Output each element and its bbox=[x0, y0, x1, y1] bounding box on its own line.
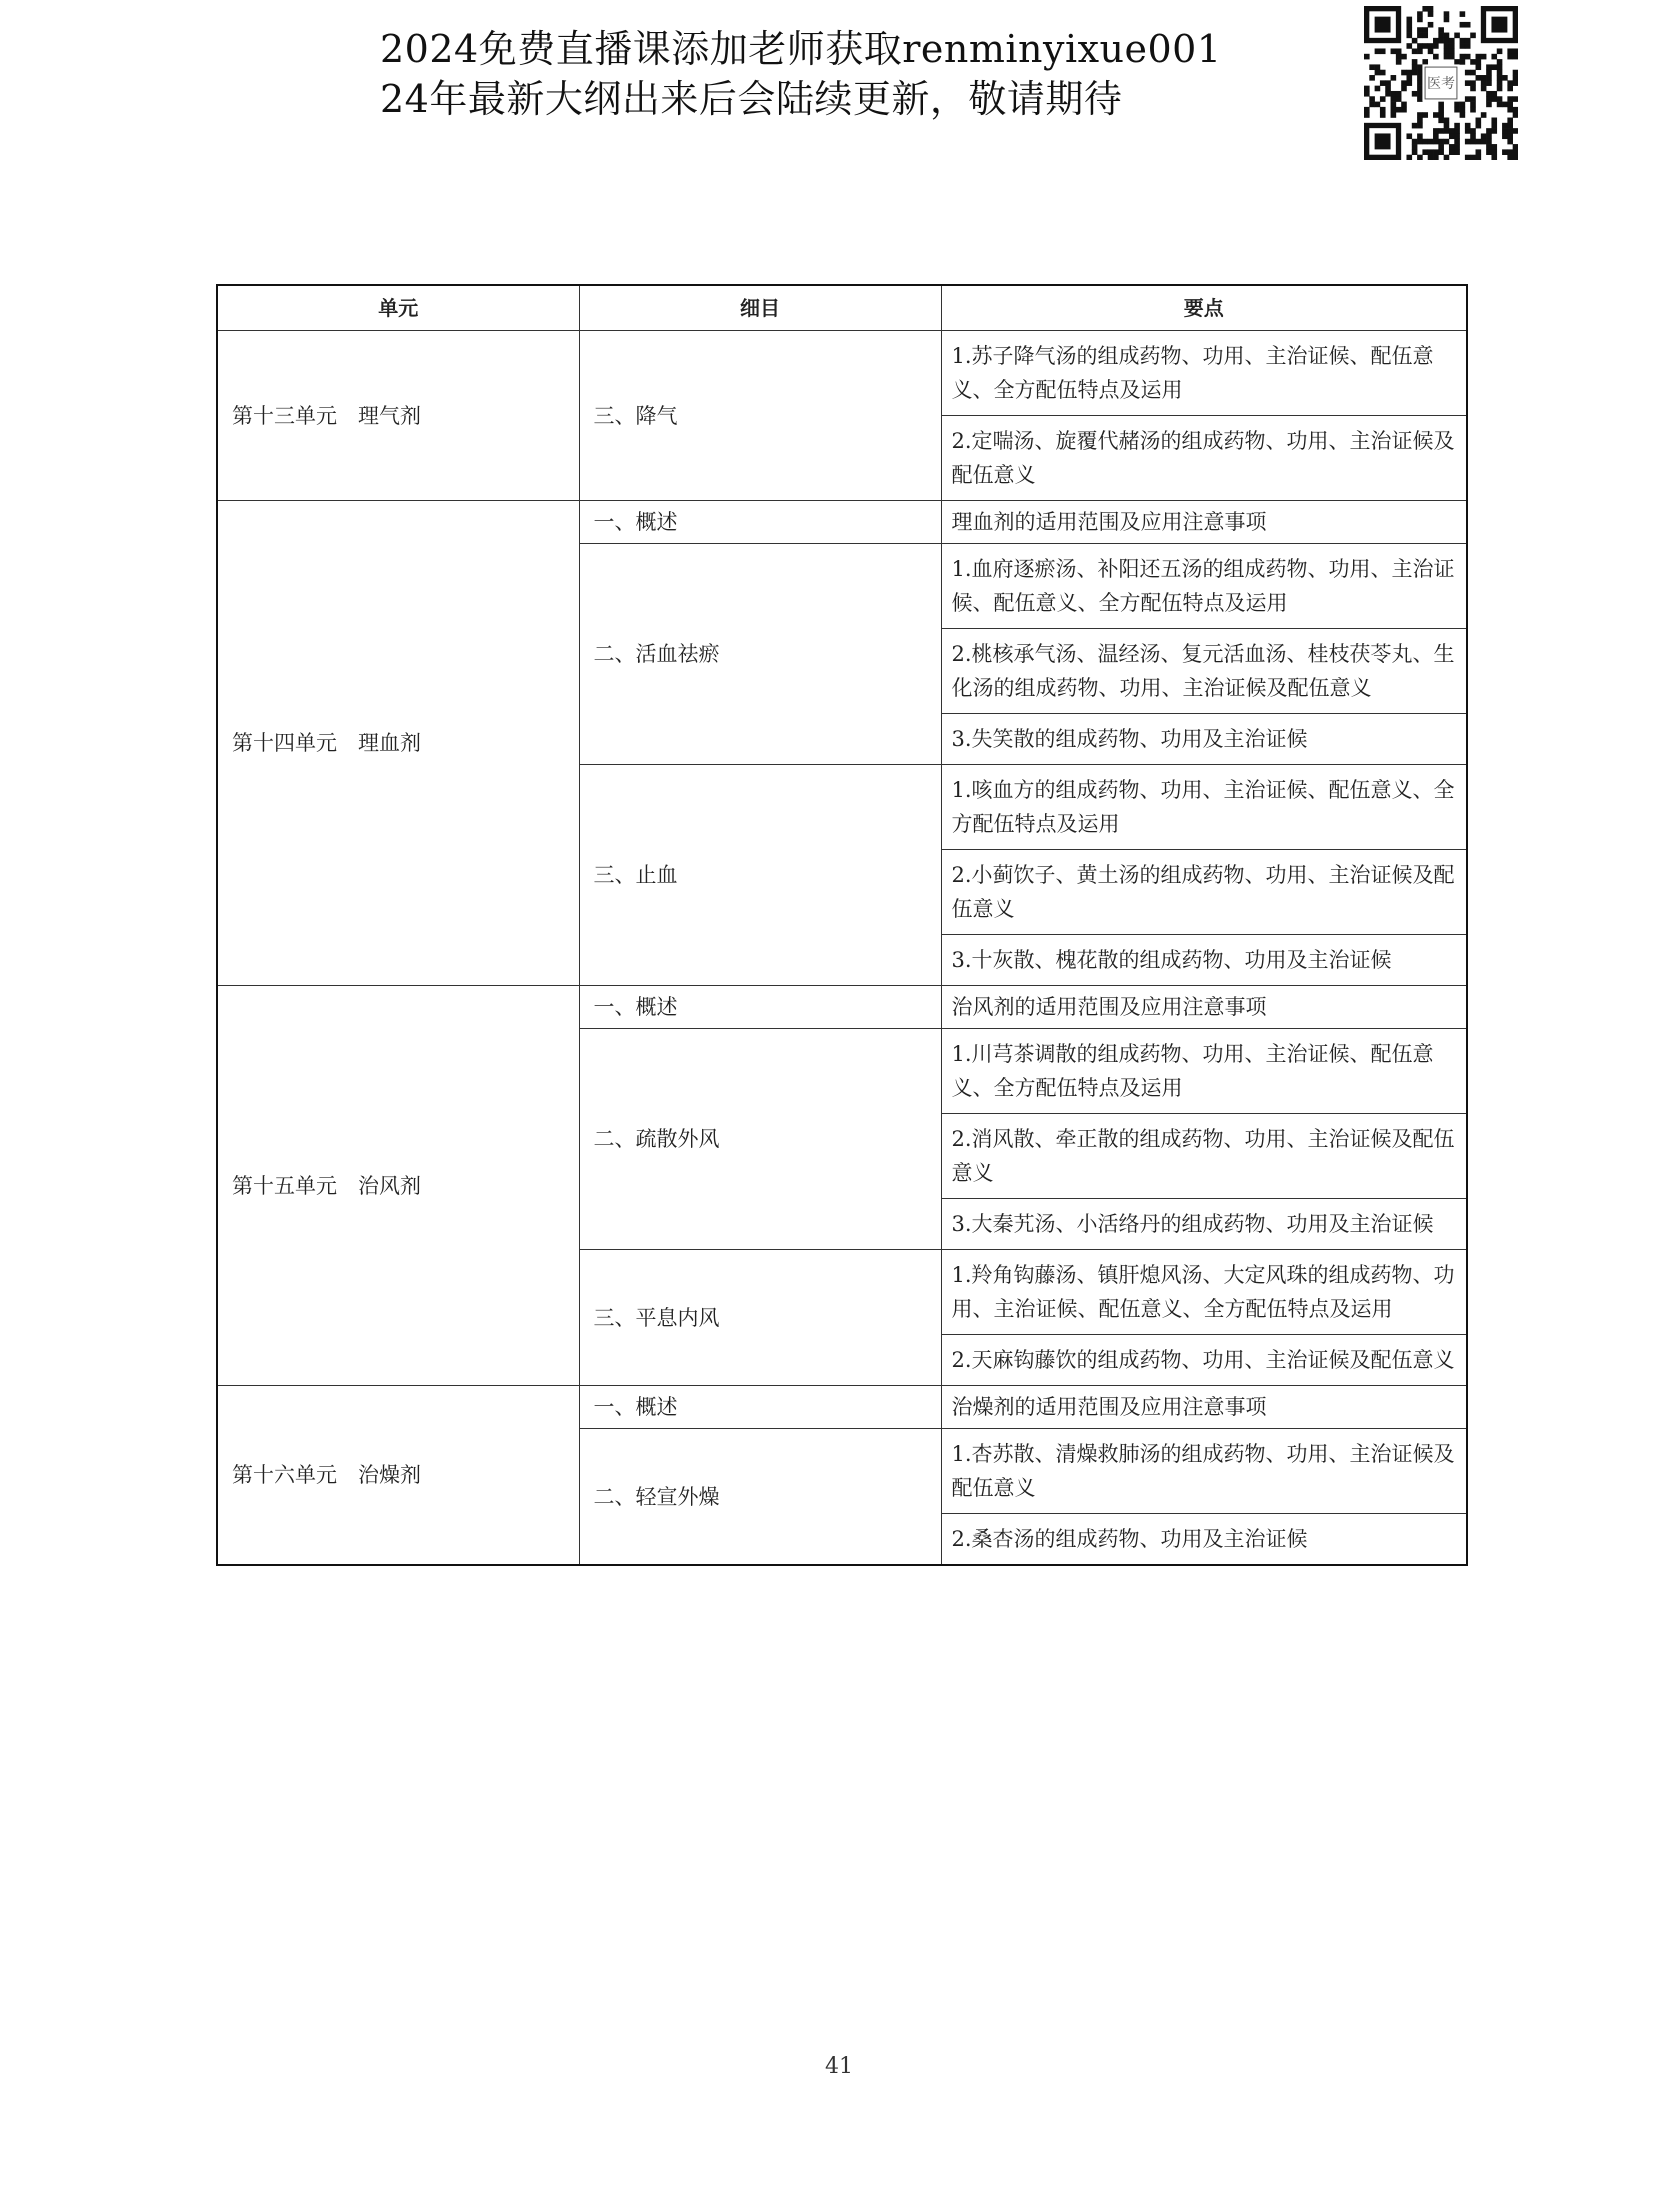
table-body bbox=[217, 331, 1467, 1566]
item-cell: 二、活血祛瘀 bbox=[579, 544, 941, 765]
point-cell: 2.小蓟饮子、黄土汤的组成药物、功用、主治证候及配伍意义 bbox=[941, 850, 1467, 935]
point-cell: 治燥剂的适用范围及应用注意事项 bbox=[941, 1386, 1467, 1429]
point-cell: 理血剂的适用范围及应用注意事项 bbox=[941, 501, 1467, 544]
item-cell: 一、概述 bbox=[579, 501, 941, 544]
unit-cell: 第十三单元 理气剂 bbox=[217, 331, 579, 501]
point-cell: 3.大秦艽汤、小活络丹的组成药物、功用及主治证候 bbox=[941, 1199, 1467, 1250]
header-item: 细目 bbox=[579, 285, 941, 331]
point-cell: 2.天麻钩藤饮的组成药物、功用、主治证候及配伍意义 bbox=[941, 1335, 1467, 1386]
point-cell: 治风剂的适用范围及应用注意事项 bbox=[941, 986, 1467, 1029]
qr-code-pattern bbox=[1364, 6, 1518, 160]
promo-banner bbox=[380, 24, 1222, 124]
promo-line-2: 24年最新大纲出来后会陆续更新，敬请期待 bbox=[380, 77, 1123, 121]
table-header-row bbox=[217, 285, 1467, 331]
point-cell: 2.桃核承气汤、温经汤、复元活血汤、桂枝茯苓丸、生化汤的组成药物、功用、主治证候及配伍意义 bbox=[941, 629, 1467, 714]
point-cell: 1.川芎茶调散的组成药物、功用、主治证候、配伍意义、全方配伍特点及运用 bbox=[941, 1029, 1467, 1114]
table-row bbox=[217, 1386, 1467, 1429]
point-cell: 1.血府逐瘀汤、补阳还五汤的组成药物、功用、主治证候、配伍意义、全方配伍特点及运用 bbox=[941, 544, 1467, 629]
header-unit: 单元 bbox=[217, 285, 579, 331]
point-cell: 1.苏子降气汤的组成药物、功用、主治证候、配伍意义、全方配伍特点及运用 bbox=[941, 331, 1467, 416]
unit-cell: 第十四单元 理血剂 bbox=[217, 501, 579, 986]
item-cell: 三、平息内风 bbox=[579, 1250, 941, 1386]
page-number: 41 bbox=[825, 2054, 853, 2079]
point-cell: 1.羚角钩藤汤、镇肝熄风汤、大定风珠的组成药物、功用、主治证候、配伍意义、全方配伍特点及运用 bbox=[941, 1250, 1467, 1335]
item-cell: 三、止血 bbox=[579, 765, 941, 986]
point-cell: 1.杏苏散、清燥救肺汤的组成药物、功用、主治证候及配伍意义 bbox=[941, 1429, 1467, 1514]
qr-badge-text: 医考 bbox=[1427, 75, 1455, 92]
qr-code-image bbox=[1364, 6, 1518, 160]
table-row bbox=[217, 501, 1467, 544]
item-cell: 一、概述 bbox=[579, 986, 941, 1029]
table-row bbox=[217, 986, 1467, 1029]
item-cell: 二、轻宣外燥 bbox=[579, 1429, 941, 1566]
point-cell: 3.十灰散、槐花散的组成药物、功用及主治证候 bbox=[941, 935, 1467, 986]
unit-cell: 第十六单元 治燥剂 bbox=[217, 1386, 579, 1566]
table-row bbox=[217, 331, 1467, 416]
point-cell: 2.定喘汤、旋覆代赭汤的组成药物、功用、主治证候及配伍意义 bbox=[941, 416, 1467, 501]
item-cell: 三、降气 bbox=[579, 331, 941, 501]
item-cell: 二、疏散外风 bbox=[579, 1029, 941, 1250]
promo-line-1: 2024免费直播课添加老师获取renminyixue001 bbox=[380, 27, 1222, 71]
point-cell: 1.咳血方的组成药物、功用、主治证候、配伍意义、全方配伍特点及运用 bbox=[941, 765, 1467, 850]
syllabus-table bbox=[216, 284, 1468, 1566]
item-cell: 一、概述 bbox=[579, 1386, 941, 1429]
header-point: 要点 bbox=[941, 285, 1467, 331]
unit-cell: 第十五单元 治风剂 bbox=[217, 986, 579, 1386]
point-cell: 2.桑杏汤的组成药物、功用及主治证候 bbox=[941, 1514, 1467, 1566]
point-cell: 2.消风散、牵正散的组成药物、功用、主治证候及配伍意义 bbox=[941, 1114, 1467, 1199]
point-cell: 3.失笑散的组成药物、功用及主治证候 bbox=[941, 714, 1467, 765]
